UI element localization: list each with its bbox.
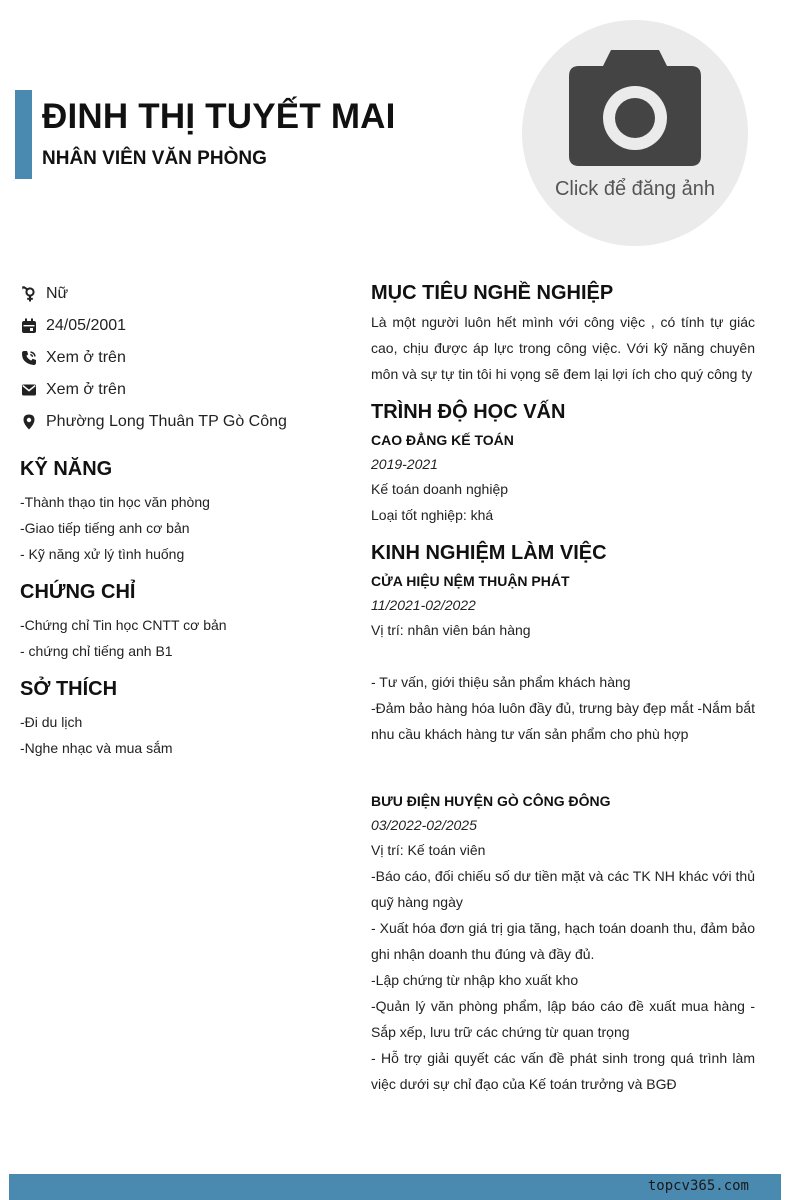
- experience-duty[interactable]: -Báo cáo, đối chiếu số dư tiền mặt và các TK NH khác với thủ quỹ hàng ngày: [371, 868, 755, 910]
- skill-item[interactable]: - Kỹ năng xử lý tình huống: [20, 546, 185, 562]
- skill-item[interactable]: -Giao tiếp tiếng anh cơ bản: [20, 520, 190, 536]
- location-pin-icon: [20, 414, 37, 431]
- left-column: [20, 278, 340, 761]
- info-email: [20, 374, 340, 406]
- experience-position[interactable]: Vị trí: Kế toán viên: [371, 842, 486, 858]
- email-value[interactable]: Xem ở trên: [46, 381, 126, 398]
- photo-upload-label: Click để đăng ảnh: [554, 178, 716, 200]
- candidate-name[interactable]: ĐINH THỊ TUYẾT MAI: [42, 97, 396, 136]
- birthday-value[interactable]: 24/05/2001: [46, 317, 127, 334]
- hobbies-title[interactable]: SỞ THÍCH: [20, 678, 118, 700]
- experience-period[interactable]: 03/2022-02/2025: [371, 817, 477, 833]
- experience-duty[interactable]: - Hỗ trợ giải quyết các vấn đề phát sinh trong quá trình làm việc dưới sự chỉ đạo của Kế toán trưởng và BGĐ: [371, 1050, 755, 1092]
- experience-duty[interactable]: - Xuất hóa đơn giá trị gia tăng, hạch toán doanh thu, đảm bảo ghi nhận doanh thu đúng và đầy đủ.: [371, 920, 755, 962]
- experience-title[interactable]: KINH NGHIỆM LÀM VIỆC: [371, 542, 607, 564]
- objective-text[interactable]: Là một người luôn hết mình với công việc , có tính tự giác cao, chịu được áp lực trong công việc. Với kỹ năng chuyên môn và sự tự tin tôi hi vọng sẽ đem lại lợi ích cho quý công ty: [371, 314, 755, 382]
- experience-section: [371, 542, 755, 1097]
- experience-duty[interactable]: - Tư vấn, giới thiệu sản phẩm khách hàng: [371, 674, 631, 690]
- education-grade[interactable]: Loại tốt nghiệp: khá: [371, 507, 494, 523]
- experience-item: [371, 789, 755, 1097]
- education-school[interactable]: CAO ĐẲNG KẾ TOÁN: [371, 432, 514, 448]
- experience-duty[interactable]: -Đảm bảo hàng hóa luôn đầy đủ, trưng bày đẹp mắt -Nắm bắt nhu cầu khách hàng tư vấn sản phẩm cho phù hợp: [371, 700, 755, 742]
- skill-item[interactable]: -Thành thạo tin học văn phòng: [20, 494, 210, 510]
- experience-company[interactable]: BƯU ĐIỆN HUYỆN GÒ CÔNG ĐÔNG: [371, 793, 611, 809]
- experience-duty[interactable]: -Lập chứng từ nhập kho xuất kho: [371, 972, 579, 988]
- right-column: [371, 282, 755, 1097]
- camera-icon: [567, 50, 703, 168]
- education-period[interactable]: 2019-2021: [371, 456, 438, 472]
- experience-period[interactable]: 11/2021-02/2022: [371, 597, 476, 613]
- phone-icon: [20, 350, 37, 367]
- objective-section: [371, 282, 755, 387]
- experience-duty[interactable]: -Quản lý văn phòng phẩm, lập báo cáo đề xuất mua hàng -Sắp xếp, lưu trữ các chứng từ quan trọng: [371, 998, 755, 1040]
- experience-company[interactable]: CỬA HIỆU NỆM THUẬN PHÁT: [371, 573, 570, 589]
- phone-value[interactable]: Xem ở trên: [46, 349, 126, 366]
- envelope-icon: [20, 382, 37, 399]
- footer-bar: [9, 1174, 781, 1200]
- experience-position[interactable]: Vị trí: nhân viên bán hàng: [371, 622, 531, 638]
- gender-value[interactable]: Nữ: [46, 285, 69, 302]
- education-major[interactable]: Kế toán doanh nghiệp: [371, 481, 509, 497]
- accent-bar: [15, 90, 32, 179]
- skills-section: [20, 458, 340, 567]
- certificates-section: [20, 581, 340, 664]
- info-birthday: [20, 310, 340, 342]
- gender-icon: [20, 286, 37, 303]
- spacer: [371, 643, 755, 669]
- info-address: [20, 406, 340, 438]
- spacer: [371, 747, 755, 789]
- certificates-title[interactable]: CHỨNG CHỈ: [20, 581, 136, 603]
- education-section: [371, 401, 755, 528]
- skills-title[interactable]: KỸ NĂNG: [20, 458, 113, 480]
- info-gender: [20, 278, 340, 310]
- address-value[interactable]: Phường Long Thuân TP Gò Công: [46, 413, 287, 430]
- certificate-item[interactable]: -Chứng chỉ Tin học CNTT cơ bản: [20, 617, 227, 633]
- certificate-item[interactable]: - chứng chỉ tiếng anh B1: [20, 643, 173, 659]
- job-title[interactable]: NHÂN VIÊN VĂN PHÒNG: [42, 148, 267, 169]
- photo-upload[interactable]: [522, 20, 748, 246]
- footer-site: topcv365.com: [647, 1178, 749, 1194]
- experience-item: [371, 569, 755, 747]
- hobby-item[interactable]: -Nghe nhạc và mua sắm: [20, 740, 173, 756]
- education-title[interactable]: TRÌNH ĐỘ HỌC VẤN: [371, 401, 566, 423]
- objective-title[interactable]: MỤC TIÊU NGHỀ NGHIỆP: [371, 282, 614, 304]
- calendar-icon: [20, 318, 37, 335]
- hobbies-section: [20, 678, 340, 761]
- hobby-item[interactable]: -Đi du lịch: [20, 714, 83, 730]
- info-phone: [20, 342, 340, 374]
